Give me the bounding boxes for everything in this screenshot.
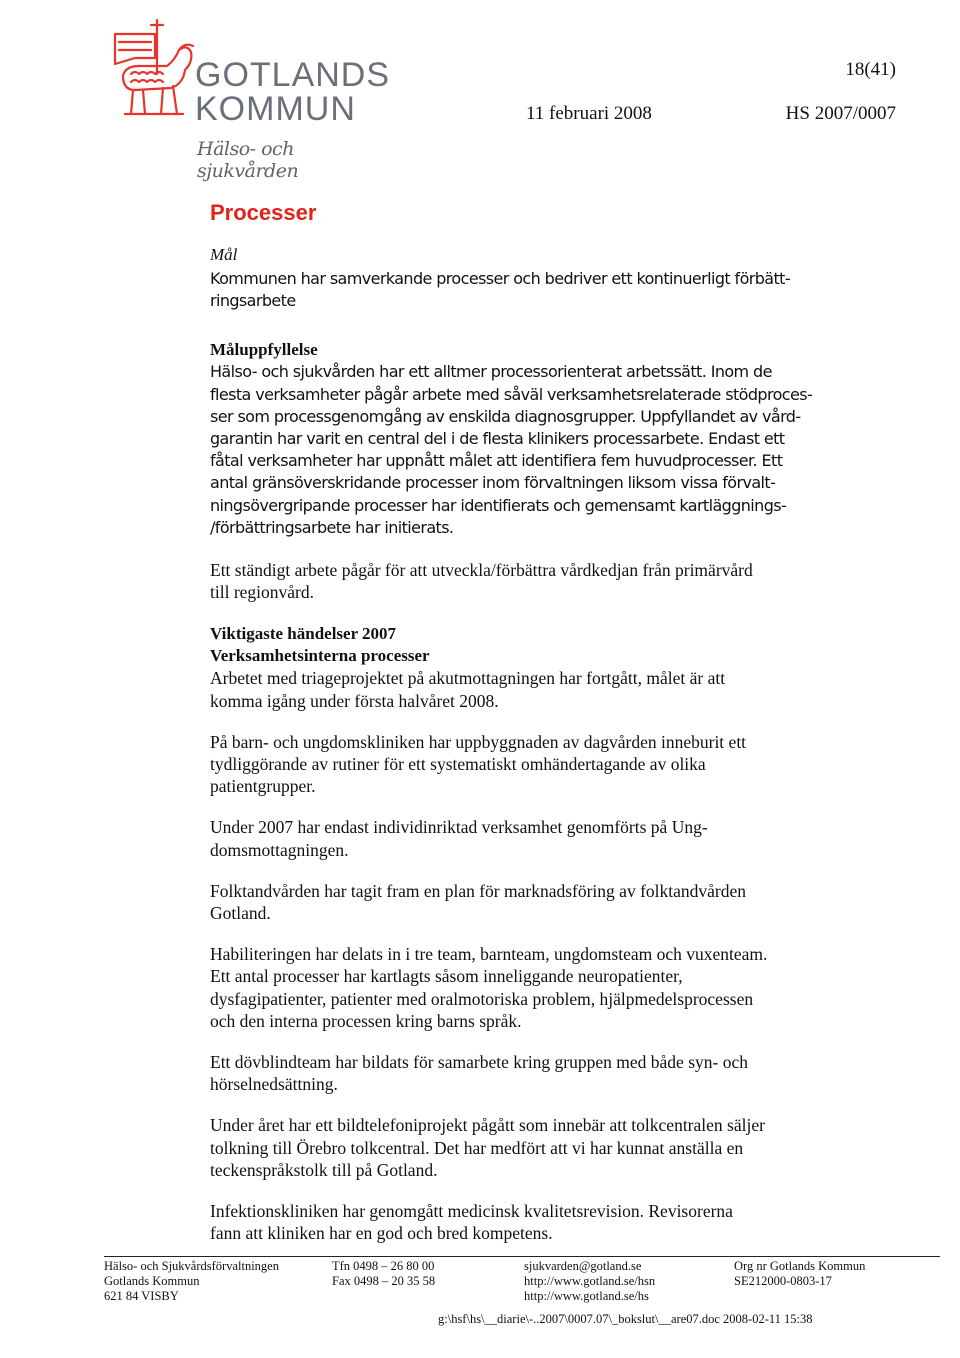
footer-web (524, 1259, 655, 1304)
lamb-emblem-icon (105, 14, 197, 124)
verksamhetsinterna-heading: Verksamhetsinterna processer (210, 646, 430, 666)
logo-subtitle: Hälso- och sjukvården (197, 138, 299, 182)
paragraph: Folktandvården har tagit fram en plan för marknadsföring av folktandvården Gotland. (210, 880, 746, 924)
paragraph-vardkedjan: Ett ständigt arbete pågår för att utveckla/förbättra vårdkedjan från primärvård till regionvård. (210, 560, 753, 603)
paragraph: Under 2007 har endast individinriktad verksamhet genomförts på Ung- domsmottagningen. (210, 817, 708, 860)
footer-divider (104, 1256, 940, 1257)
footer-file-path: g:\hsf\hs\__diarie\-..2007\0007.07\_bokslut\__are07.doc 2008-02-11 15:38 (438, 1312, 813, 1326)
page-title: Processer (210, 200, 317, 225)
document-date: 11 februari 2008 (526, 103, 652, 124)
footer-postal: 621 84 VISBY (104, 1289, 179, 1303)
footer-hs-link[interactable]: http://www.gotland.se/hs (524, 1289, 649, 1303)
footer-address (104, 1259, 279, 1304)
footer-fax: Fax 0498 – 20 35 58 (332, 1274, 436, 1288)
footer-municipality: Gotlands Kommun (104, 1274, 200, 1288)
maluppfyllelse-text: Hälso- och sjukvården har ett alltmer processorienterat arbetssätt. Inom de flesta verksamheter pågår arbete med såväl verksamhetsrelaterade stödproces- ser som processgenomgång av enskilda diagnosgrupper. Uppfyllandet av vård- garantin har varit en central del i de flesta klinikers processarbete. Endast ett fåtal verksamheter har uppnått målet att identifiera fem huvudprocesser. Ett antal gränsöverskridande processer inom förvaltningen liksom vissa förvalt- ningsövergripande processer har identifierats och gemensamt kartläggnings- /förbättringsarbete har initierats. (210, 362, 813, 537)
gotlands-kommun-logo (105, 14, 395, 182)
document-body (210, 200, 850, 1245)
footer-email-link[interactable]: sjukvarden@gotland.se (524, 1259, 642, 1273)
viktigaste-handelser-heading: Viktigaste händelser 2007 (210, 624, 397, 644)
paragraph: På barn- och ungdomskliniken har uppbyggnaden av dagvården inneburit ett tydliggörande av rutiner för ett systematiskt omhändertagande av olika patientgrupper. (210, 731, 747, 797)
paragraph: Habiliteringen har delats in i tre team, barnteam, ungdomsteam och vuxenteam. Ett antal processer har kartlagts såsom inneliggande neuropatienter, dysfagipatienter, patienter med oralmotoriska problem, hjälpmedelsprocessen och den interna processen kring barns språk. (210, 944, 768, 1031)
footer-org-name: Hälso- och Sjukvårdsförvaltningen (104, 1259, 279, 1273)
footer-hsn-link[interactable]: http://www.gotland.se/hsn (524, 1274, 656, 1288)
mal-text: Kommunen har samverkande processer och bedriver ett kontinuerligt förbätt- ringsarbete (210, 269, 791, 311)
document-reference: HS 2007/0007 (785, 103, 896, 124)
footer-org-label: Org nr Gotlands Kommun (734, 1259, 866, 1273)
paragraph: Arbetet med triageprojektet på akutmottagningen har fortgått, målet är att komma igång under första halvåret 2008. (210, 668, 726, 711)
footer-org-number (734, 1259, 865, 1289)
mal-label: Mål (210, 245, 238, 264)
footer-org-value: SE212000-0803-17 (734, 1274, 832, 1288)
maluppfyllelse-heading: Måluppfyllelse (210, 340, 318, 360)
footer-tel: Tfn 0498 – 26 80 00 (332, 1259, 435, 1273)
logo-text-kommun: KOMMUN (195, 90, 356, 128)
logo-text-gotlands: GOTLANDS (195, 56, 391, 94)
page-number: 18(41) (845, 59, 896, 80)
paragraph: Infektionskliniken har genomgått medicinsk kvalitetsrevision. Revisorerna fann att kliniken har en god och bred kompetens. (210, 1201, 733, 1244)
paragraph: Under året har ett bildtelefoniprojekt pågått som innebär att tolkcentralen säljer tolkning till Örebro tolkcentral. Det har medfört att vi har kunnat anställa en teckenspråkstolk till på Gotland. (210, 1115, 765, 1180)
footer-phone (332, 1259, 435, 1289)
paragraph: Ett dövblindteam har bildats för samarbete kring gruppen med både syn- och hörselnedsättning. (210, 1052, 748, 1095)
